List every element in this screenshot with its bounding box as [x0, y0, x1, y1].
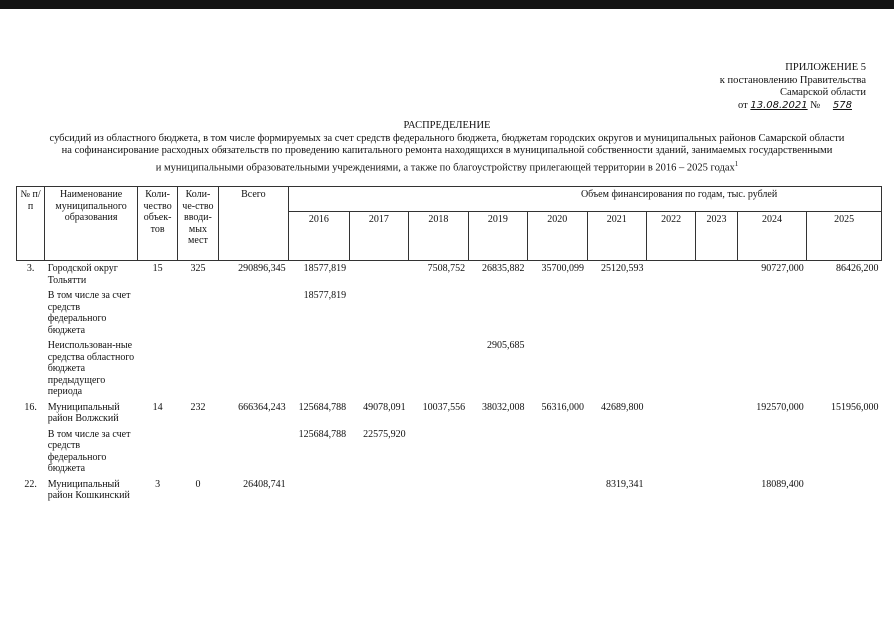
places-count — [178, 338, 218, 400]
year-amount: 90727,000 — [761, 263, 804, 274]
total-amount — [218, 288, 289, 338]
title-line-3 — [0, 158, 894, 175]
year-amount — [468, 288, 527, 338]
decree-number: 578 — [832, 99, 852, 111]
row-number — [17, 427, 45, 477]
year-amount — [349, 338, 408, 400]
table-row — [17, 400, 882, 427]
places-count: 325 — [190, 263, 206, 274]
year-amount: 18577,819 — [303, 263, 347, 274]
row-number: 16. — [24, 401, 37, 413]
appendix-region-line: Самарской области — [780, 87, 866, 98]
table-row — [17, 338, 882, 400]
year-amount — [737, 338, 807, 400]
year-amount: 42689,800 — [600, 401, 644, 413]
year-amount: 18089,400 — [761, 478, 804, 490]
total-amount: 26408,741 — [243, 478, 286, 490]
year-amount: 2905,685 — [487, 340, 525, 351]
year-amount — [737, 427, 807, 477]
number-prefix: № — [810, 99, 821, 111]
year-amount — [807, 477, 882, 504]
title-line-3-text: и муниципальными образовательными учреждениями, а также по благоустройству прилегающей территории в 2016 – 2025 годах — [155, 162, 735, 173]
year-amount: 86426,200 — [836, 263, 879, 274]
year-amount — [646, 400, 695, 427]
footnote-mark: 1 — [734, 159, 739, 168]
year-amount — [468, 427, 527, 477]
distribution-table — [16, 186, 882, 504]
municipality-name: Городской округ Тольятти — [47, 263, 118, 286]
table-row — [17, 288, 882, 338]
municipality-name: В том числе за счет средств федерального бюджета — [47, 290, 131, 336]
year-amount — [409, 477, 468, 504]
municipality-name: Муниципальный район Кошкинский — [47, 478, 130, 501]
year-amount — [696, 477, 737, 504]
objects-count — [137, 338, 177, 400]
appendix-decree-line: к постановлению Правительства — [719, 74, 866, 86]
year-amount — [409, 288, 468, 338]
year-amount: 10037,556 — [422, 401, 466, 413]
year-amount — [696, 338, 737, 400]
header-funding-group: Объем финансирования по годам, тыс. рублей — [289, 187, 882, 212]
year-amount: 22575,920 — [363, 428, 406, 440]
title-line-2: на софинансирование расходных обязательств по проведению капитального ремонта находящихся в муниципальной собственности зданий, занимаемых государственными — [61, 145, 833, 156]
header-year: 2024 — [737, 212, 807, 261]
year-amount: 125684,788 — [298, 428, 347, 440]
year-amount: 35700,099 — [541, 263, 585, 274]
date-prefix: от — [738, 99, 748, 111]
year-amount — [646, 477, 695, 504]
municipality-name: Неиспользован-ные средства областного бюджета предыдущего периода — [47, 340, 135, 397]
header-year: 2022 — [646, 212, 695, 261]
year-amount — [468, 477, 527, 504]
year-amount — [646, 427, 695, 477]
appendix-title: ПРИЛОЖЕНИЕ 5 — [785, 62, 866, 73]
year-amount — [696, 261, 737, 289]
year-amount — [289, 477, 349, 504]
year-amount — [528, 288, 587, 338]
year-amount: 26835,882 — [482, 263, 525, 274]
header-year: 2019 — [468, 212, 527, 261]
municipality-name: В том числе за счет средств федерального бюджета — [47, 428, 131, 474]
objects-count: 3 — [155, 478, 161, 490]
year-amount — [696, 400, 737, 427]
appendix-block — [720, 62, 866, 112]
year-amount: 151956,000 — [831, 401, 879, 413]
year-amount — [349, 261, 408, 289]
decree-date: 13.08.2021 — [750, 99, 808, 111]
objects-count: 14 — [152, 401, 163, 413]
year-amount: 8319,341 — [605, 478, 644, 490]
header-year: 2017 — [349, 212, 408, 261]
row-number: 3. — [26, 263, 35, 274]
year-amount — [737, 288, 807, 338]
header-year: 2020 — [528, 212, 587, 261]
year-amount: 49078,091 — [363, 401, 406, 413]
table-body — [17, 261, 882, 504]
title-heading: РАСПРЕДЕЛЕНИЕ — [403, 120, 491, 131]
header-objects: Коли-чество объек-тов — [137, 187, 177, 261]
places-count: 232 — [190, 401, 206, 413]
year-amount — [807, 338, 882, 400]
year-amount — [646, 288, 695, 338]
header-total: Всего — [218, 187, 289, 261]
year-amount — [646, 338, 695, 400]
table-row — [17, 261, 882, 289]
year-amount — [349, 477, 408, 504]
year-amount — [528, 427, 587, 477]
total-amount — [218, 427, 289, 477]
year-amount: 7508,752 — [427, 263, 466, 274]
year-amount — [696, 427, 737, 477]
places-count — [178, 288, 218, 338]
row-number — [17, 288, 45, 338]
year-amount: 192570,000 — [756, 401, 804, 413]
year-amount: 18577,819 — [303, 290, 347, 301]
scan-top-border — [0, 0, 894, 9]
header-num: № п/п — [17, 187, 45, 261]
header-year: 2016 — [289, 212, 349, 261]
header-year: 2023 — [696, 212, 737, 261]
year-amount — [696, 288, 737, 338]
header-places: Коли-че-ство вводи-мых мест — [178, 187, 218, 261]
objects-count: 15 — [152, 263, 163, 274]
year-amount — [528, 477, 587, 504]
table-row — [17, 427, 882, 477]
municipality-name: Муниципальный район Волжский — [47, 401, 120, 424]
row-number — [17, 338, 45, 400]
places-count: 0 — [195, 478, 201, 490]
year-amount: 125684,788 — [298, 401, 347, 413]
header-year: 2021 — [587, 212, 646, 261]
year-amount — [409, 427, 468, 477]
year-amount — [349, 288, 408, 338]
total-amount: 290896,345 — [238, 263, 286, 274]
table-row — [17, 477, 882, 504]
year-amount: 56316,000 — [541, 401, 585, 413]
objects-count — [137, 288, 177, 338]
document-title — [0, 120, 894, 175]
year-amount — [587, 427, 646, 477]
row-number: 22. — [24, 478, 37, 490]
year-amount — [646, 261, 695, 289]
title-line-1: субсидий из областного бюджета, в том числе формируемых за счет средств федерального бюджета, бюджетам городских округов и муниципальных районов Самарской области — [49, 132, 845, 144]
year-amount: 38032,008 — [482, 401, 525, 413]
header-row-1 — [17, 187, 882, 212]
header-year: 2025 — [807, 212, 882, 261]
places-count — [178, 427, 218, 477]
appendix-date-line — [720, 100, 866, 113]
year-amount — [289, 338, 349, 400]
year-amount — [528, 338, 587, 400]
year-amount — [587, 338, 646, 400]
total-amount — [218, 338, 289, 400]
header-name: Наименование муниципального образования — [45, 187, 138, 261]
year-amount — [409, 338, 468, 400]
header-year: 2018 — [409, 212, 468, 261]
total-amount: 666364,243 — [238, 401, 286, 413]
year-amount — [807, 288, 882, 338]
objects-count — [137, 427, 177, 477]
year-amount — [807, 427, 882, 477]
year-amount — [587, 288, 646, 338]
year-amount: 25120,593 — [600, 263, 644, 274]
